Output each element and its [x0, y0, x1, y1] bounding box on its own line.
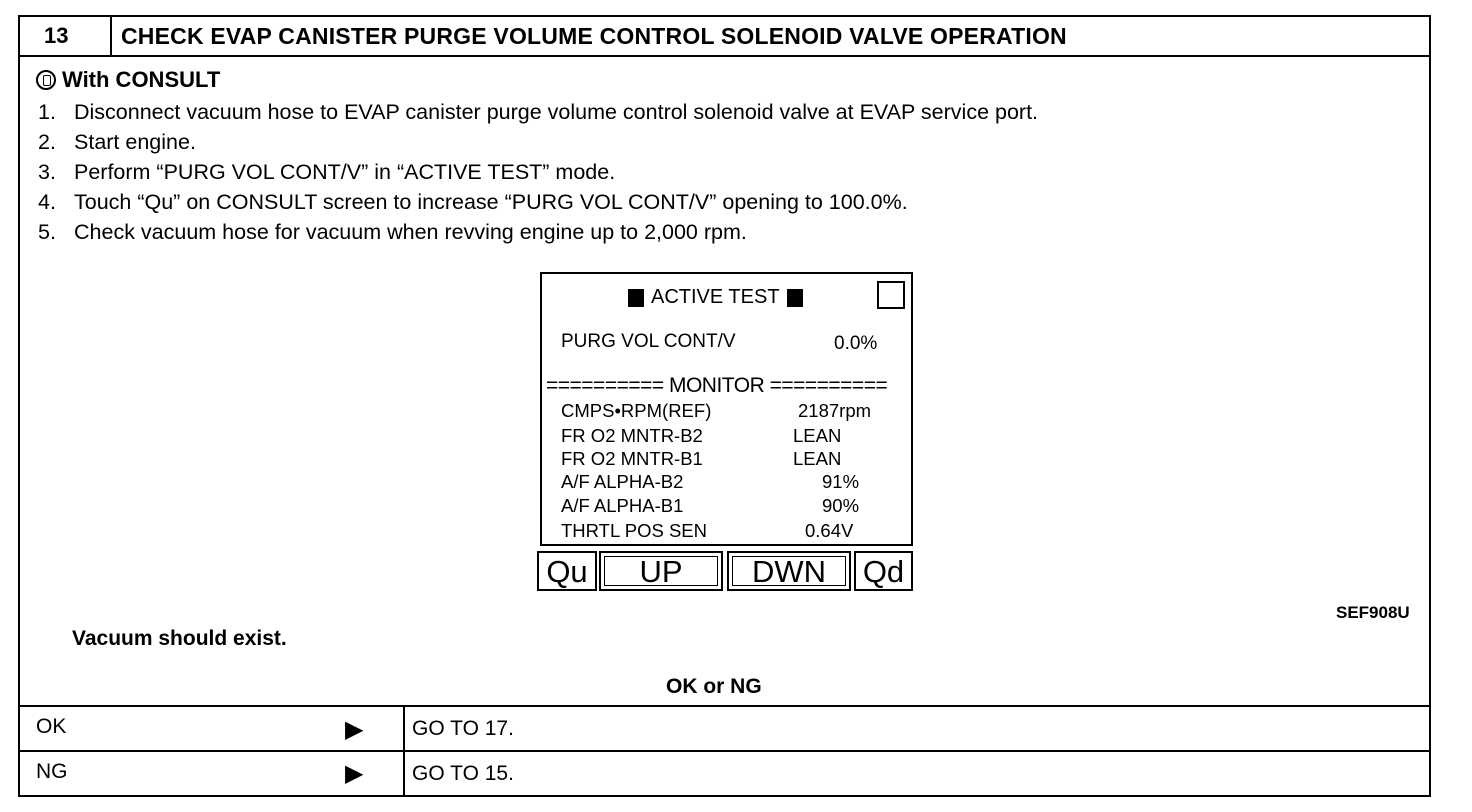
monitor-label: THRTL POS SEN	[561, 520, 707, 541]
purg-label: PURG VOL CONT/V	[561, 331, 736, 352]
monitor-value: 0.64V	[805, 520, 854, 541]
arrow-right-icon: ▶	[345, 760, 364, 787]
monitor-header: ========== MONITOR ==========	[546, 374, 888, 397]
black-square-icon	[787, 289, 803, 307]
consult-icon	[36, 70, 56, 90]
outcome-label-ok: OK	[36, 715, 67, 738]
up-button: UP	[599, 551, 723, 591]
outcome-label-ng: NG	[36, 760, 68, 783]
instruction-item: 3. Perform “PURG VOL CONT/V” in “ACTIVE TEST” mode.	[38, 160, 616, 184]
monitor-value: 91%	[822, 471, 860, 492]
outcome-rule	[20, 750, 1429, 752]
step-title: CHECK EVAP CANISTER PURGE VOLUME CONTROL SOLENOID VALVE OPERATION	[121, 23, 1067, 49]
header-divider	[110, 17, 112, 55]
consult-heading	[36, 67, 220, 93]
instruction-item: 1. Disconnect vacuum hose to EVAP canister purge volume control solenoid valve at EVAP service port.	[38, 100, 1039, 124]
monitor-label: A/F ALPHA-B2	[561, 471, 684, 492]
procedure-table	[18, 15, 1431, 797]
purg-value: 0.0%	[834, 333, 878, 354]
consult-screen	[540, 272, 913, 546]
step-number: 13	[44, 23, 69, 48]
qd-button: Qd	[854, 551, 913, 591]
instruction-item: 5. Check vacuum hose for vacuum when revving engine up to 2,000 rpm.	[38, 220, 747, 244]
monitor-label: CMPS•RPM(REF)	[561, 400, 712, 421]
monitor-value: LEAN	[793, 425, 842, 446]
outcome-divider	[403, 705, 405, 797]
dwn-button: DWN	[727, 551, 851, 591]
screen-checkbox	[877, 281, 905, 309]
monitor-value: LEAN	[793, 448, 842, 469]
figure-code: SEF908U	[1336, 603, 1410, 622]
arrow-right-icon: ▶	[345, 716, 364, 743]
black-square-icon	[628, 289, 644, 307]
qu-button: Qu	[537, 551, 597, 591]
monitor-label: FR O2 MNTR-B1	[561, 448, 703, 469]
outcome-rule	[20, 705, 1429, 707]
header-rule	[20, 55, 1429, 57]
monitor-label: FR O2 MNTR-B2	[561, 425, 703, 446]
expected-result: Vacuum should exist.	[72, 627, 287, 650]
monitor-value: 2187rpm	[798, 400, 872, 421]
monitor-value: 90%	[822, 495, 860, 516]
decision-header: OK or NG	[666, 675, 762, 698]
instruction-list	[38, 97, 1038, 247]
instruction-item: 2. Start engine.	[38, 130, 196, 154]
outcome-action-ok: GO TO 17.	[412, 717, 514, 740]
monitor-label: A/F ALPHA-B1	[561, 495, 684, 516]
screen-title: ACTIVE TEST	[628, 286, 803, 309]
instruction-item: 4. Touch “Qu” on CONSULT screen to increase “PURG VOL CONT/V” opening to 100.0%.	[38, 190, 908, 214]
outcome-action-ng: GO TO 15.	[412, 762, 514, 785]
consult-label: With CONSULT	[62, 67, 221, 92]
